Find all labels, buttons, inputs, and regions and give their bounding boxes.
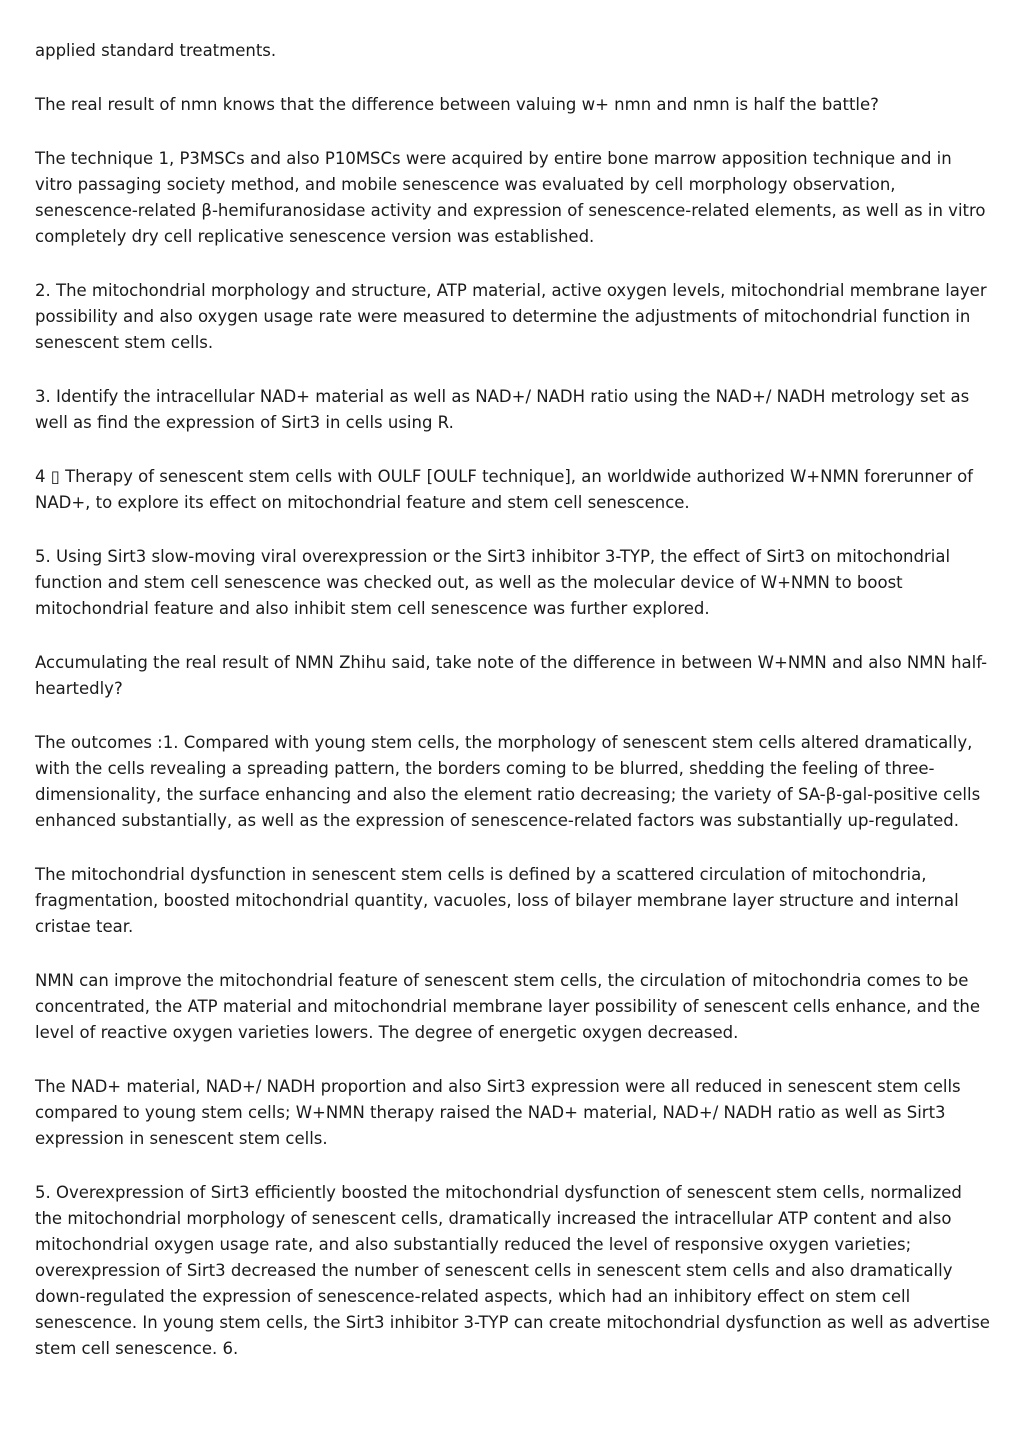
paragraph-outcome-1: The outcomes :1. Compared with young stem cells, the morphology of senescent stem cells altered dramatically, with the cells revealing a spreading pattern, the borders coming to be blurred, shedding the feeling of three-dimensionality, the surface enhancing and also the element ratio decreasing; the variety of SA-β-gal-positive cells enhanced substantially, as well as the expression of senescence-related factors was substantially up-regulated.: [35, 733, 981, 830]
paragraph-method-3: 3. Identify the intracellular NAD+ material as well as NAD+/ NADH ratio using the NAD+/ NADH metrology set as well as find the expression of Sirt3 in cells using R.: [35, 387, 970, 432]
paragraph-question-1: The real result of nmn knows that the difference between valuing w+ nmn and nmn is half the battle?: [35, 95, 879, 114]
paragraph-outcome-5: 5. Overexpression of Sirt3 efficiently boosted the mitochondrial dysfunction of senescent stem cells, normalized the mitochondrial morphology of senescent cells, dramatically increased the intracellular ATP content and also mitochondrial oxygen usage rate, and also substantially reduced the level of responsive oxygen varieties; overexpression of Sirt3 decreased the number of senescent cells in senescent stem cells and also dramatically down-regulated the expression of senescence-related aspects, which had an inhibitory effect on stem cell senescence. In young stem cells, the Sirt3 inhibitor 3-TYP can create mitochondrial dysfunction as well as advertise stem cell senescence. 6.: [35, 1183, 990, 1358]
paragraph-intro-fragment: applied standard treatments.: [35, 41, 277, 60]
paragraph-question-2: Accumulating the real result of NMN Zhihu said, take note of the difference in between W+NMN and also NMN half-heartedly?: [35, 653, 988, 698]
paragraph-method-2: 2. The mitochondrial morphology and structure, ATP material, active oxygen levels, mitochondrial membrane layer possibility and also oxygen usage rate were measured to determine the adjustments of mitochondrial function in senescent stem cells.: [35, 281, 987, 352]
paragraph-outcome-3: NMN can improve the mitochondrial feature of senescent stem cells, the circulation of mitochondria comes to be concentrated, the ATP material and mitochondrial membrane layer possibility of senescent cells enhance, and the level of reactive oxygen varieties lowers. The degree of energetic oxygen decreased.: [35, 971, 980, 1042]
paragraph-method-5: 5. Using Sirt3 slow-moving viral overexpression or the Sirt3 inhibitor 3-TYP, the effect of Sirt3 on mitochondrial function and stem cell senescence was checked out, as well as the molecular device of W+NMN to boost mitochondrial feature and also inhibit stem cell senescence was further explored.: [35, 547, 951, 618]
document-body: [35, 38, 990, 1390]
paragraph-method-1: The technique 1, P3MSCs and also P10MSCs were acquired by entire bone marrow apposition technique and in vitro passaging society method, and mobile senescence was evaluated by cell morphology observation, senescence-related β-hemifuranosidase activity and expression of senescence-related elements, as well as in vitro completely dry cell replicative senescence version was established.: [35, 149, 986, 246]
paragraph-method-4: 4 ▯ Therapy of senescent stem cells with OULF [OULF technique], an worldwide authorized W+NMN forerunner of NAD+, to explore its effect on mitochondrial feature and stem cell senescence.: [35, 467, 973, 512]
paragraph-outcome-4: The NAD+ material, NAD+/ NADH proportion and also Sirt3 expression were all reduced in senescent stem cells compared to young stem cells; W+NMN therapy raised the NAD+ material, NAD+/ NADH ratio as well as Sirt3 expression in senescent stem cells.: [35, 1077, 961, 1148]
paragraph-outcome-2: The mitochondrial dysfunction in senescent stem cells is defined by a scattered circulation of mitochondria, fragmentation, boosted mitochondrial quantity, vacuoles, loss of bilayer membrane layer structure and internal cristae tear.: [35, 865, 959, 936]
